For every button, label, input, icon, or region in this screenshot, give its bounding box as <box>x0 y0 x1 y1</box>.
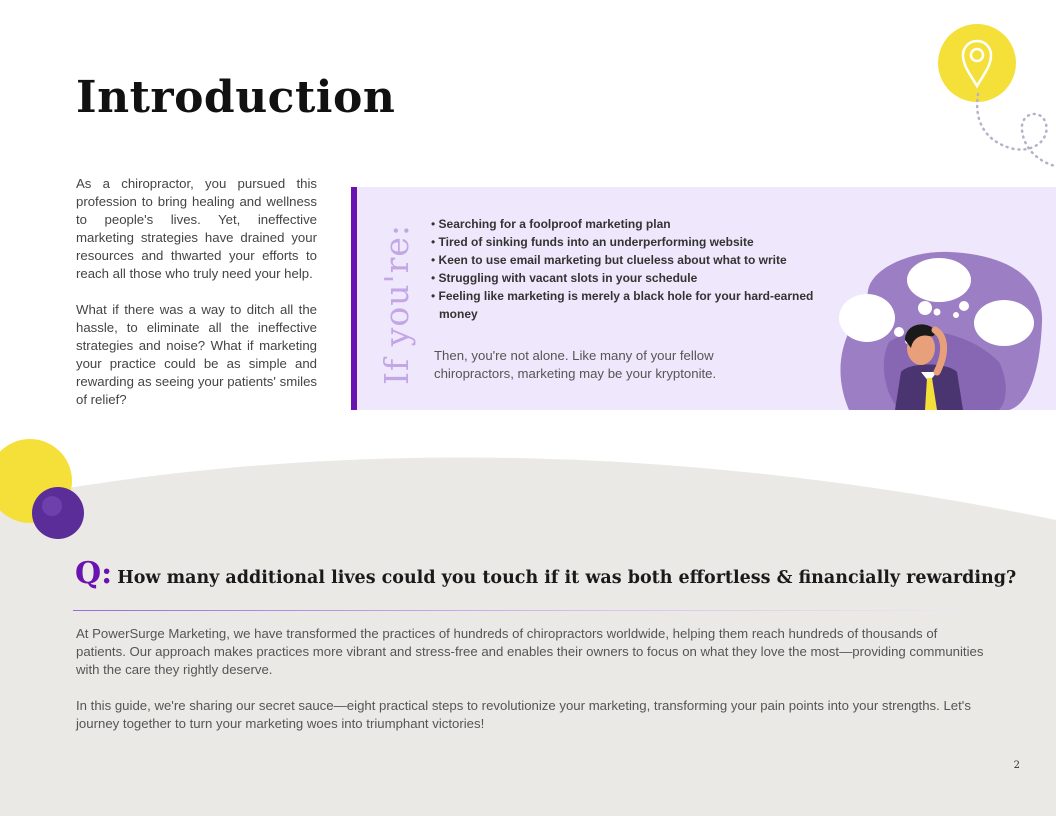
decorative-circles <box>0 436 90 546</box>
pain-point-item: • Searching for a foolproof marketing plan <box>429 215 829 233</box>
thinking-man-illustration <box>829 232 1056 410</box>
if-youre-callout-panel <box>351 187 1056 410</box>
callout-accent-bar <box>351 187 357 410</box>
page-title: Introduction <box>76 72 396 123</box>
page-number: 2 <box>1013 760 1020 771</box>
body-text-block <box>76 625 986 751</box>
body-paragraph-1: At PowerSurge Marketing, we have transformed the practices of hundreds of chiropractors worldwide, helping them reach hundreds of thousands of patients. Our approach makes practices more vibrant and stress-free and enables their owners to focus on what they love the most—providing communities with the care they rightly deserve. <box>76 626 984 677</box>
pain-point-item: • Feeling like marketing is merely a black hole for your hard-earned money <box>429 287 829 323</box>
intro-text-column <box>76 175 317 427</box>
pain-point-item: • Tired of sinking funds into an underperforming website <box>429 233 829 251</box>
intro-paragraph-2: What if there was a way to ditch all the hassle, to eliminate all the ineffective strategies and noise? What if marketing your practice could be as simple and rewarding as seeing your patients' smiles of relief? <box>76 302 317 407</box>
callout-vertical-label: If you're: <box>377 224 416 385</box>
section-divider <box>73 610 963 611</box>
question-prefix: Q: <box>75 556 113 591</box>
pain-point-item: • Struggling with vacant slots in your schedule <box>429 269 829 287</box>
pain-point-item: • Keen to use email marketing but clueless about what to write <box>429 251 829 269</box>
intro-paragraph-1: As a chiropractor, you pursued this profession to bring healing and wellness to people's lives. Yet, ineffective marketing strategies have drained your resources and thwarted your efforts to reach all those who truly need your help. <box>76 176 317 281</box>
pain-points-list <box>429 215 829 323</box>
question-text: How many additional lives could you touch if it was both effortless & financially rewarding? <box>117 568 1017 588</box>
body-paragraph-2: In this guide, we're sharing our secret sauce—eight practical steps to revolutionize your marketing, transforming your pain points into your strengths. Let's journey together to turn your marketing woes into triumphant victories! <box>76 698 971 731</box>
question-heading <box>75 556 1016 591</box>
dotted-trail-decoration <box>960 90 1056 180</box>
callout-footer-text: Then, you're not alone. Like many of your fellow chiropractors, marketing may be your kryptonite. <box>434 348 717 381</box>
